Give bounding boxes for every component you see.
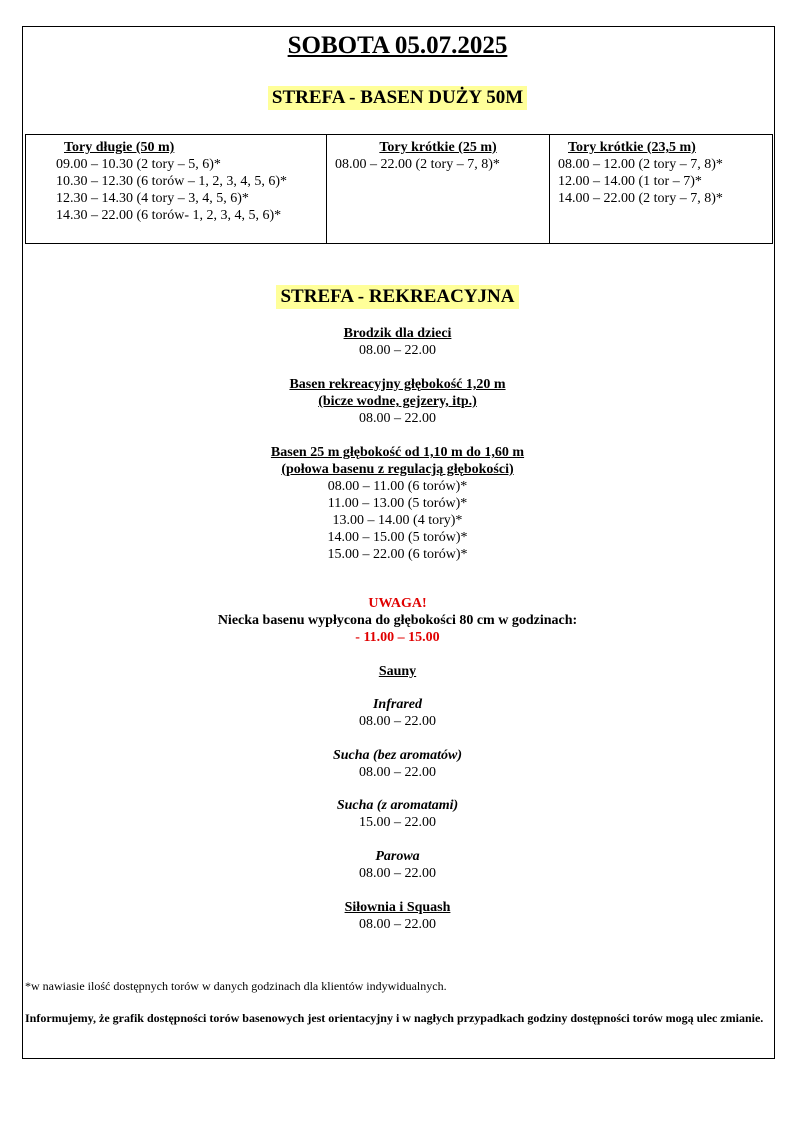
lanes-short25-row: 08.00 – 22.00 (2 tory – 7, 8)* (335, 157, 500, 172)
lanes-long-row: 14.30 – 22.00 (6 torów- 1, 2, 3, 4, 5, 6)* (56, 208, 282, 223)
basen25-section (0, 444, 795, 563)
basen-rek-hours: 08.00 – 22.00 (359, 411, 436, 426)
basen25-title: Basen 25 m głębokość od 1,10 m do 1,60 m (270, 445, 525, 460)
lanes-short235-cell (550, 135, 773, 244)
lanes-long-row: 10.30 – 12.30 (6 torów – 1, 2, 3, 4, 5, 6)* (56, 174, 287, 189)
silownia-hours: 08.00 – 22.00 (359, 917, 436, 932)
basen25-row: 11.00 – 13.00 (5 torów)* (327, 496, 468, 511)
lanes-short235-row: 12.00 – 14.00 (1 tor – 7)* (558, 174, 702, 189)
lanes-short25-header: Tory krótkie (25 m) (379, 140, 497, 155)
basen25-row: 13.00 – 14.00 (4 tory)* (332, 513, 463, 528)
lanes-long-cell (26, 135, 327, 244)
basen-rek-title: Basen rekreacyjny głębokość 1,20 m (289, 377, 506, 392)
sauna-item (0, 696, 795, 730)
basen25-row: 15.00 – 22.00 (6 torów)* (327, 547, 468, 562)
silownia-section (0, 899, 795, 933)
basen-rek-subtitle: (bicze wodne, gejzery, itp.) (318, 394, 477, 409)
lanes-short235-row: 14.00 – 22.00 (2 tory – 7, 8)* (558, 191, 723, 206)
sauna-hours: 08.00 – 22.00 (359, 714, 436, 729)
sauna-name: Sucha (bez aromatów) (332, 748, 463, 763)
zone-heading-recreation-wrap (0, 285, 795, 309)
lanes-short25-cell (327, 135, 550, 244)
lanes-long-row: 12.30 – 14.30 (4 tory – 3, 4, 5, 6)* (56, 191, 249, 206)
lanes-table (25, 134, 773, 244)
basen25-row: 14.00 – 15.00 (5 torów)* (327, 530, 468, 545)
sauny-title: Sauny (378, 664, 417, 679)
brodzik-title: Brodzik dla dzieci (343, 326, 452, 341)
lanes-short235-header: Tory krótkie (23,5 m) (568, 140, 696, 155)
sauna-item (0, 797, 795, 831)
warning-hours: - 11.00 – 15.00 (355, 630, 440, 645)
zone-heading-recreation: STREFA - REKREACYJNA (276, 285, 518, 309)
warning-title: UWAGA! (368, 596, 427, 611)
sauny-heading-section (0, 663, 795, 680)
lanes-short235-row: 08.00 – 12.00 (2 tory – 7, 8)* (558, 157, 723, 172)
sauna-name: Infrared (372, 697, 422, 712)
sauna-hours: 08.00 – 22.00 (359, 866, 436, 881)
sauna-name: Parowa (375, 849, 420, 864)
basen25-subtitle: (połowa basenu z regulacją głębokości) (281, 462, 514, 477)
warning-section (0, 595, 795, 646)
lanes-long-header: Tory długie (50 m) (64, 140, 175, 155)
page-title: SOBOTA 05.07.2025 (287, 32, 508, 59)
sauna-item (0, 848, 795, 882)
disclaimer: Informujemy, że grafik dostępności torów basenowych jest orientacyjny i w nagłych przypadkach godziny dostępności torów mogą ulec zmianie. (25, 1011, 764, 1025)
basen-rek-section (0, 376, 795, 427)
sauna-hours: 08.00 – 22.00 (359, 765, 436, 780)
basen25-row: 08.00 – 11.00 (6 torów)* (327, 479, 468, 494)
sauna-name: Sucha (z aromatami) (336, 798, 459, 813)
lanes-long-row: 09.00 – 10.30 (2 tory – 5, 6)* (56, 157, 221, 172)
footnote: *w nawiasie ilość dostępnych torów w danych godzinach dla klientów indywidualnych. (25, 979, 447, 993)
sauna-item (0, 747, 795, 781)
brodzik-hours: 08.00 – 22.00 (359, 343, 436, 358)
sauna-hours: 15.00 – 22.00 (359, 815, 436, 830)
zone-heading-big-pool: STREFA - BASEN DUŻY 50M (268, 86, 527, 110)
brodzik-section (0, 325, 795, 359)
zone-heading-big-pool-wrap (0, 86, 795, 110)
silownia-title: Siłownia i Squash (344, 900, 451, 915)
warning-text: Niecka basenu wypłycona do głębokości 80 cm w godzinach: (217, 613, 578, 628)
